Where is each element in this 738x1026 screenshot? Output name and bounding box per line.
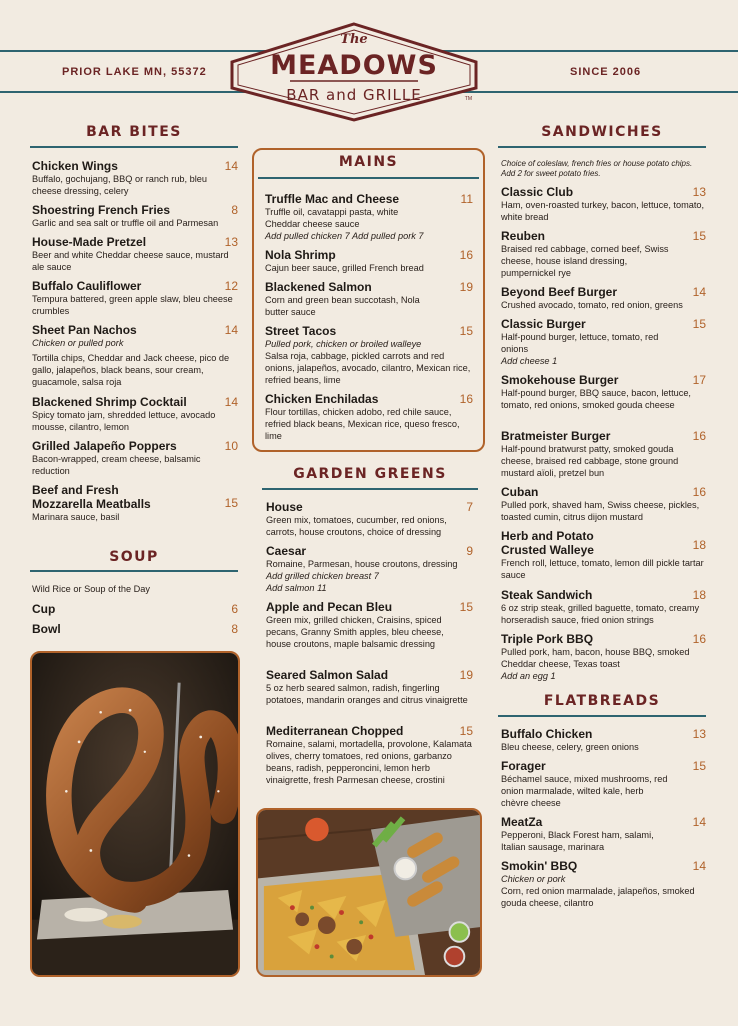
section-rule-bar-bites [30,146,238,148]
item-price: 14 [692,859,706,873]
item-description: 5 oz herb seared salmon, radish, fingerling potatoes, mandarin oranges and citrus vinaigrette [266,683,468,705]
item-name: Herb and Potato Crusted Walleye [501,529,594,557]
header-location: PRIOR LAKE MN, 55372 [62,66,207,78]
item-name: Steak Sandwich [501,588,593,602]
item-note: Add cheese 1 [501,356,558,366]
menu-item [32,159,238,197]
item-price: 16 [459,392,473,406]
item-name: Seared Salmon Salad [266,668,389,682]
item-description: Braised red cabbage, corned beef, Swiss cheese, house island dressing, pumpernickel rye [501,244,669,278]
item-description: Bacon-wrapped, cream cheese, balsamic reduction [32,454,201,476]
item-price: 14 [224,159,238,173]
item-name: Blackened Shrimp Cocktail [32,395,187,409]
section-rule-soup [30,570,238,572]
item-description: Flour tortillas, chicken adobo, red chile sauce, refried black beans, Mexican rice, queso fresco, lime [265,407,460,441]
item-description: Corn and green bean succotash, Nola butter sauce [265,295,420,317]
item-description: 6 oz strip steak, grilled baguette, tomato, creamy horseradish sauce, fried onion strings [501,603,700,625]
item-note: Chicken or pulled pork [32,338,124,348]
menu-item [501,727,706,753]
item-description: Pulled pork, ham, bacon, house BBQ, smoked Cheddar cheese, Texas toast [501,647,690,669]
item-name: Cup [32,602,56,616]
item-description: Romaine, salami, mortadella, provolone, Kalamata olives, cherry tomatoes, red onions, garbanzo beans, radish, pepperoncini, lemon herb vinaigrette, fresh Parmesan cheese, crostini [266,739,472,785]
menu-item [32,279,238,317]
item-name: Truffle Mac and Cheese [265,192,400,206]
section-rule-garden-greens [262,488,478,490]
menu-item [266,668,473,706]
item-price: 16 [459,248,473,262]
menu-item [32,439,238,477]
section-rule-mains [258,177,479,179]
item-price: 8 [231,203,238,217]
menu-item [501,185,706,223]
item-price: 19 [459,280,473,294]
item-name: Chicken Wings [32,159,118,173]
menu-item [501,815,706,853]
item-description: Green mix, grilled chicken, Craisins, spiced pecans, Granny Smith apples, bleu cheese, house croutons, maple balsamic dressing [266,615,444,649]
item-description: Ham, oven-roasted turkey, bacon, lettuce, tomato, white bread [501,200,705,222]
item-description: Cajun beer sauce, grilled French bread [265,263,424,273]
item-description: Tempura battered, green apple slaw, bleu cheese crumbles [32,294,233,316]
menu-item [501,759,706,809]
item-name: Smokehouse Burger [501,373,619,387]
menu-item [501,529,706,581]
menu-item [501,285,706,311]
menu-item [32,622,238,636]
item-description: Half-pound burger, BBQ sauce, bacon, lettuce, tomato, red onions, smoked gouda cheese [501,388,691,410]
item-price: 14 [692,285,706,299]
menu-item [265,192,473,242]
item-name: Beyond Beef Burger [501,285,618,299]
item-price: 15 [224,496,238,510]
menu-item [501,485,706,523]
item-price: 13 [224,235,238,249]
section-title-soup: SOUP [109,549,159,565]
item-description: Corn, red onion marmalade, jalapeños, smoked gouda cheese, cilantro [501,886,695,908]
logo-the: The [340,32,368,47]
item-price: 18 [692,538,706,552]
menu-item [266,600,473,650]
menu-item [501,588,706,626]
item-name: Bratmeister Burger [501,429,611,443]
item-description: French roll, lettuce, tomato, lemon dill pickle tartar sauce [501,558,704,580]
item-name: Shoestring French Fries [32,203,171,217]
menu-item [32,483,238,523]
item-price: 11 [460,192,473,206]
item-name: Bowl [32,622,61,636]
item-description: Romaine, Parmesan, house croutons, dressing [266,559,458,569]
item-note: Add pulled chicken 7 Add pulled pork 7 [265,231,424,241]
menu-item [32,395,238,433]
item-description: Salsa roja, cabbage, pickled carrots and red onions, jalapeños, avocado, cilantro, Mexican rice, refried beans, lime [265,351,471,385]
item-name: Mediterranean Chopped [266,724,404,738]
item-name: Sheet Pan Nachos [32,323,137,337]
menu-item [266,724,473,786]
menu-item [32,235,238,273]
item-note: Add grilled chicken breast 7 Add salmon 11 [266,571,379,593]
menu-item [501,429,706,479]
item-name: Caesar [266,544,307,558]
restaurant-logo [228,22,480,122]
item-price: 15 [459,324,473,338]
item-price: 14 [692,815,706,829]
item-price: 7 [466,500,473,514]
item-name: Beef and Fresh Mozzarella Meatballs [32,483,151,511]
menu-item [265,280,473,318]
item-description: Truffle oil, cavatappi pasta, white Cheddar cheese sauce [265,207,399,229]
item-price: 15 [692,229,706,243]
item-description: Crushed avocado, tomato, red onion, greens [501,300,683,310]
item-price: 16 [692,632,706,646]
item-description: Half-pound bratwurst patty, smoked gouda cheese, braised red cabbage, stone ground mustard aïoli, pretzel bun [501,444,679,478]
item-price: 16 [692,485,706,499]
item-name: Chicken Enchiladas [265,392,379,406]
item-description: Pepperoni, Black Forest ham, salami, Italian sausage, marinara [501,830,654,852]
item-name: House [266,500,303,514]
logo-name: MEADOWS [270,50,438,81]
menu-item [266,500,473,538]
item-description: Beer and white Cheddar cheese sauce, mustard ale sauce [32,250,229,272]
item-name: Reuben [501,229,546,243]
item-price: 9 [466,544,473,558]
item-name: Classic Burger [501,317,586,331]
pretzel-photo [30,651,240,977]
item-name: Forager [501,759,546,773]
item-description: Spicy tomato jam, shredded lettuce, avocado mousse, cilantro, lemon [32,410,216,432]
menu-item [266,544,473,594]
item-price: 13 [692,185,706,199]
item-name: Nola Shrimp [265,248,336,262]
sandwiches-intro: Choice of coleslaw, french fries or house potato chips. Add 2 for sweet potato fries. [501,159,693,178]
item-name: Street Tacos [265,324,337,338]
item-note: Chicken or pork [501,874,566,884]
item-description: Buffalo, gochujang, BBQ or ranch rub, bleu cheese dressing, celery [32,174,208,196]
item-price: 16 [692,429,706,443]
logo-trademark: TM [464,96,472,102]
menu-item [265,248,473,274]
item-description: Marinara sauce, basil [32,512,120,522]
menu-item [32,602,238,616]
logo-subtitle: BAR and GRILLE [286,86,422,104]
item-price: 15 [692,317,706,331]
item-price: 18 [692,588,706,602]
item-price: 15 [692,759,706,773]
section-title-sandwiches: SANDWICHES [541,124,663,140]
section-title-flatbreads: FLATBREADS [543,693,661,709]
menu-item [501,229,706,279]
item-name: MeatZa [501,815,543,829]
item-name: Buffalo Cauliflower [32,279,142,293]
item-name: Smokin' BBQ [501,859,578,873]
food-platter-photo [256,808,482,977]
item-price: 8 [231,622,238,636]
item-price: 10 [224,439,238,453]
item-description: Pulled pork, shaved ham, Swiss cheese, pickles, toasted cumin, citrus dijon mustard [501,500,700,522]
menu-item [265,324,473,386]
item-name: Classic Club [501,185,574,199]
menu-item [32,323,238,388]
section-title-bar-bites: BAR BITES [86,124,182,140]
soup-intro: Wild Rice or Soup of the Day [32,584,150,594]
section-title-garden-greens: GARDEN GREENS [293,466,447,482]
item-price: 14 [224,323,238,337]
menu-item [501,859,706,909]
item-price: 19 [459,668,473,682]
item-name: Grilled Jalapeño Poppers [32,439,177,453]
item-price: 15 [459,724,473,738]
item-description: Garlic and sea salt or truffle oil and Parmesan [32,218,219,228]
section-title-mains: MAINS [338,154,399,170]
item-price: 13 [692,727,706,741]
item-name: Triple Pork BBQ [501,632,594,646]
item-price: 17 [692,373,706,387]
item-description: Bleu cheese, celery, green onions [501,742,639,752]
item-description: Tortilla chips, Cheddar and Jack cheese, pico de gallo, jalapeños, black beans, sour cream, guacamole, salsa roja [32,353,230,387]
menu-item [501,373,706,411]
menu-item [32,203,238,229]
menu-item [501,632,706,682]
item-price: 14 [224,395,238,409]
item-name: Apple and Pecan Bleu [266,600,393,614]
item-note: Add an egg 1 [501,671,556,681]
item-description: Béchamel sauce, mixed mushrooms, red onion marmalade, wilted kale, herb chèvre cheese [501,774,668,808]
menu-item [265,392,473,442]
header-since: SINCE 2006 [570,66,642,78]
item-price: 15 [459,600,473,614]
menu-item [501,317,706,367]
item-description: Half-pound burger, lettuce, tomato, red onions [501,332,659,354]
item-name: Blackened Salmon [265,280,372,294]
item-note: Pulled pork, chicken or broiled walleye [265,339,422,349]
item-description: Green mix, tomatoes, cucumber, red onions, carrots, house croutons, choice of dressing [266,515,447,537]
item-name: Buffalo Chicken [501,727,593,741]
item-name: House-Made Pretzel [32,235,147,249]
item-price: 12 [224,279,238,293]
item-name: Cuban [501,485,539,499]
item-price: 6 [231,602,238,616]
section-rule-sandwiches [498,146,706,148]
section-rule-flatbreads [498,715,706,717]
